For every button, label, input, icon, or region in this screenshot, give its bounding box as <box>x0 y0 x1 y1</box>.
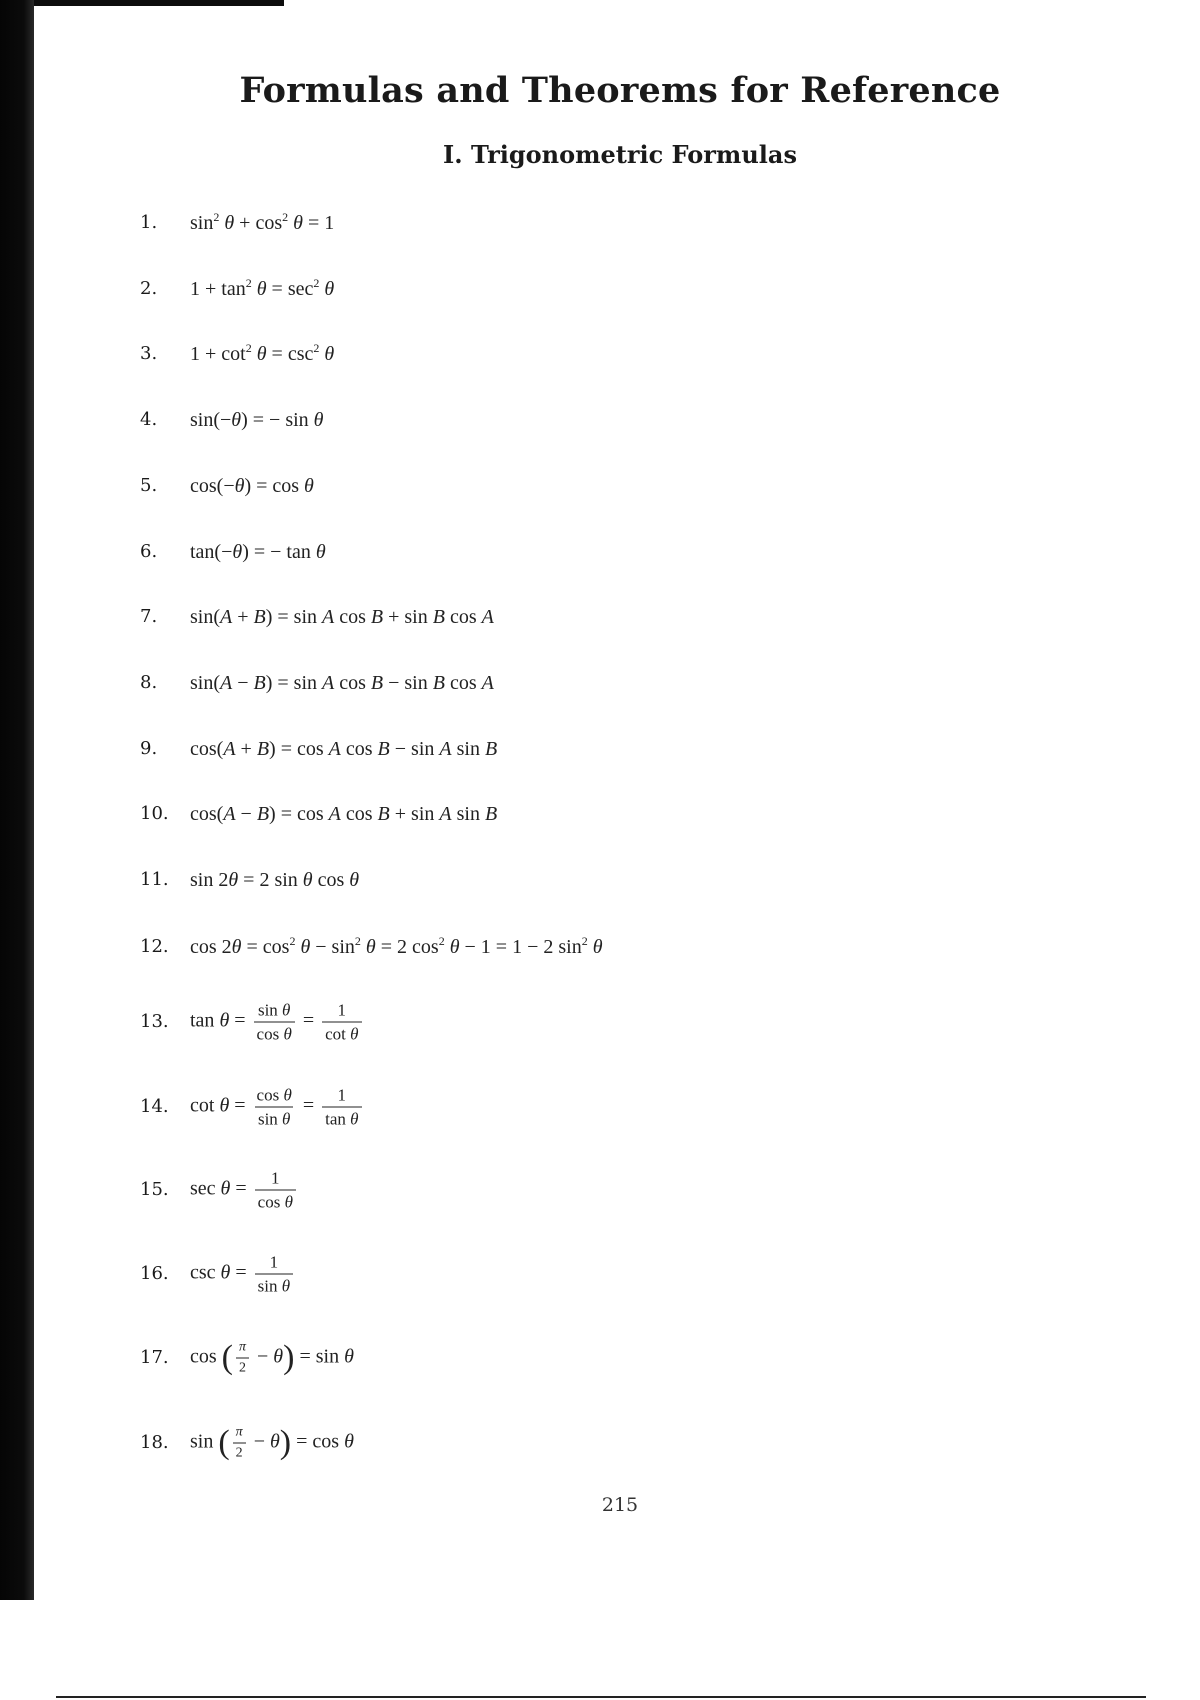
formula-row <box>0 869 1200 940</box>
formula-number: 4. <box>140 409 158 430</box>
formula: $\sin^2 \theta + \cos^2 \theta = 1$ <box>190 210 335 234</box>
formula: sin(A + B) = sin A cos B + sin B cos A <box>190 606 494 628</box>
formula-number: 18. <box>140 1432 169 1453</box>
formula-row <box>0 475 1200 546</box>
formula: tan(−θ) = − tan θ <box>190 541 326 563</box>
formula: sin(−θ) = − sin θ <box>190 409 324 431</box>
formula-number: 15. <box>140 1179 169 1200</box>
formula: csc θ = $\frac{1}{\text{sin θ}}$ <box>190 1254 296 1295</box>
formula-number: 1. <box>140 212 158 233</box>
formula: sin 2θ = 2 sin θ cos θ <box>190 869 360 891</box>
formula: cos(A + B) = cos A cos B − sin A sin B <box>190 738 498 760</box>
formula-row <box>0 409 1200 480</box>
formula-number: 9. <box>140 738 158 759</box>
formula: cos(A − B) = cos A cos B + sin A sin B <box>190 803 498 825</box>
formula-number: 6. <box>140 541 158 562</box>
formula-number: 2. <box>140 278 158 299</box>
section-heading: I. Trigonometric Formulas <box>443 140 797 169</box>
formula-number: 14. <box>140 1096 169 1117</box>
formula: cot θ = $\frac{\text{cos θ}}{\text{sin θ}}$ = $\frac{1}{\text{tan θ}}$ <box>190 1087 365 1128</box>
formula-number: 5. <box>140 475 158 496</box>
formula: $1 + \tan^2 \theta = \sec^2 \theta$ <box>190 276 335 300</box>
formula-row <box>0 934 1200 1007</box>
formula: sin ( $\frac{\pi}{2}$ − θ) = cos θ <box>190 1424 354 1461</box>
formula-number: 13. <box>140 1011 169 1032</box>
formula-row <box>0 1339 1200 1418</box>
formula-row <box>0 1168 1200 1250</box>
formula: sin(A − B) = sin A cos B − sin B cos A <box>190 672 494 694</box>
formula-number: 16. <box>140 1263 169 1284</box>
formula: cos ( $\frac{\pi}{2}$ − θ) = sin θ <box>190 1339 354 1376</box>
formula-row <box>0 541 1200 612</box>
formula: cos(−θ) = cos θ <box>190 475 314 497</box>
formula-row <box>0 803 1200 874</box>
formula-number: 8. <box>140 672 158 693</box>
formula-row <box>0 1000 1200 1082</box>
formula-row <box>0 1252 1200 1334</box>
formula: $\cos 2\theta = \cos^2 \theta - \sin^2 \theta = 2$ $\cos^2 \theta - 1 = 1 - 2$ $\sin^2 \theta$ <box>190 934 603 958</box>
formula-row <box>0 1085 1200 1167</box>
formula: sec θ = $\frac{1}{\text{cos θ}}$ <box>190 1170 299 1211</box>
formula-row <box>0 672 1200 743</box>
formula-row <box>0 738 1200 809</box>
formula-number: 3. <box>140 343 158 364</box>
formula-number: 7. <box>140 606 158 627</box>
page-title: Formulas and Theorems for Reference <box>239 70 1001 111</box>
formula: $1 + \cot^2 \theta = \csc^2 \theta$ <box>190 341 335 365</box>
formula: tan θ = $\frac{\text{sin θ}}{\text{cos θ}}$ = $\frac{1}{\text{cot θ}}$ <box>190 1002 365 1043</box>
formula-row <box>0 341 1200 414</box>
formula-row <box>0 606 1200 677</box>
formula-number: 12. <box>140 936 169 957</box>
formula-number: 17. <box>140 1347 169 1368</box>
formula-number: 11. <box>140 869 169 890</box>
formula-number: 10. <box>140 803 169 824</box>
page-number: 215 <box>601 1494 639 1516</box>
formula-row <box>0 210 1200 283</box>
formula-row <box>0 276 1200 349</box>
